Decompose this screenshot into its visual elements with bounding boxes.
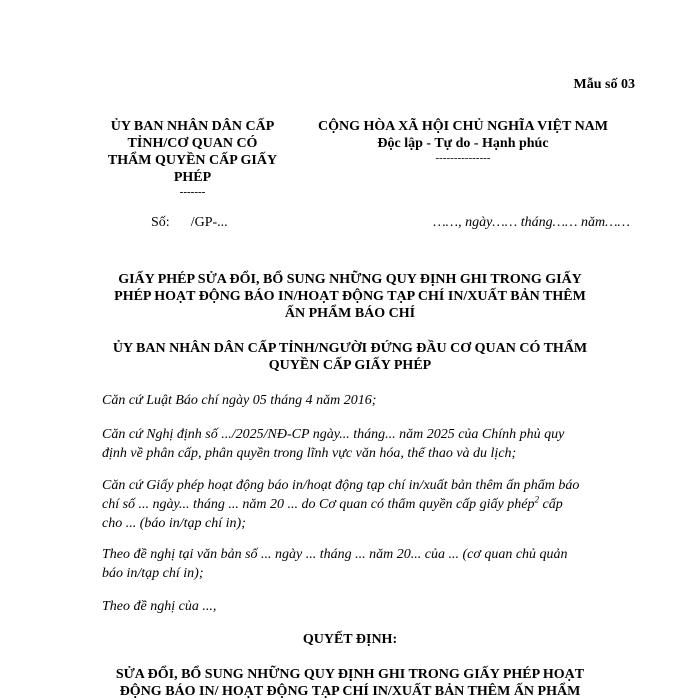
agency-line: TỈNH/CƠ QUAN CÓ bbox=[127, 136, 258, 151]
title-line: ẤN PHẨM BÁO CHÍ bbox=[284, 306, 416, 321]
decision-subheading bbox=[70, 666, 630, 700]
decision-line: SỬA ĐỔI, BỔ SUNG NHỮNG QUY ĐỊNH GHI TRONG GIẤY PHÉP HOẠT bbox=[115, 667, 585, 682]
issuing-agency bbox=[95, 118, 290, 198]
title-line: GIẤY PHÉP SỬA ĐỔI, BỔ SUNG NHỮNG QUY ĐỊNH GHI TRONG GIẤY bbox=[118, 272, 582, 287]
paragraph-line: báo in/tạp chí in); bbox=[102, 566, 204, 581]
paragraph-line: định về phân cấp, phân quyền trong lĩnh vực văn hóa, thể thao và du lịch; bbox=[102, 446, 517, 461]
issuer-heading bbox=[70, 340, 630, 374]
form-number: Mẫu số 03 bbox=[573, 77, 635, 92]
agency-line: PHÉP bbox=[173, 170, 212, 185]
legal-basis-paragraph bbox=[102, 391, 632, 410]
paragraph-line: Theo đề nghị của ..., bbox=[102, 599, 217, 614]
title-line: PHÉP HOẠT ĐỘNG BÁO IN/HOẠT ĐỘNG TẠP CHÍ IN/XUẤT BẢN THÊM bbox=[114, 289, 586, 304]
issuer-line: ỦY BAN NHÂN DÂN CẤP TỈNH/NGƯỜI ĐỨNG ĐẦU CƠ QUAN CÓ THẨM bbox=[112, 341, 588, 356]
national-header bbox=[298, 118, 628, 164]
issuer-line: QUYỀN CẤP GIẤY PHÉP bbox=[268, 358, 432, 373]
paragraph-text: chí số ... ngày... tháng ... năm 20 ... do Cơ quan có thẩm quyền cấp giấy phép bbox=[102, 497, 535, 512]
national-motto: Độc lập - Tự do - Hạnh phúc bbox=[377, 136, 549, 151]
document-number bbox=[151, 214, 228, 231]
paragraph-line: Căn cứ Luật Báo chí ngày 05 tháng 4 năm 2016; bbox=[102, 393, 377, 408]
agency-line: THẨM QUYỀN CẤP GIẤY bbox=[107, 153, 278, 168]
country-name: CỘNG HÒA XÃ HỘI CHỦ NGHĨA VIỆT NAM bbox=[317, 119, 608, 134]
paragraph-line: Căn cứ Giấy phép hoạt động báo in/hoạt động tạp chí in/xuất bản thêm ấn phẩm báo bbox=[102, 478, 580, 493]
number-label: Số: bbox=[151, 215, 170, 230]
decision-heading: QUYẾT ĐỊNH: bbox=[302, 632, 398, 647]
footnote-marker: 2 bbox=[534, 494, 539, 505]
number-value: /GP-... bbox=[190, 215, 228, 230]
proposal-paragraph bbox=[102, 545, 632, 583]
paragraph-line bbox=[102, 495, 632, 514]
document-title bbox=[70, 271, 630, 322]
place-date-line: ……, ngày…… tháng…… năm…… bbox=[433, 215, 630, 230]
agency-line: ỦY BAN NHÂN DÂN CẤP bbox=[110, 119, 275, 134]
proposal-paragraph bbox=[102, 597, 632, 616]
paragraph-text: cấp bbox=[538, 497, 563, 512]
legal-basis-paragraph bbox=[102, 425, 632, 463]
paragraph-line: Theo đề nghị tại văn bản số ... ngày ... tháng ... năm 20... của ... (cơ quan chủ quản bbox=[102, 547, 568, 562]
decision-line: ĐỘNG BÁO IN/ HOẠT ĐỘNG TẠP CHÍ IN/XUẤT BẢN THÊM ẤN PHẨM bbox=[119, 684, 581, 699]
paragraph-line: Căn cứ Nghị định số .../2025/NĐ-CP ngày... tháng... năm 2025 của Chính phủ quy bbox=[102, 427, 565, 442]
paragraph-line: cho ... (báo in/tạp chí in); bbox=[102, 516, 246, 531]
legal-basis-paragraph bbox=[102, 476, 632, 533]
motto-divider: --------------- bbox=[435, 152, 491, 164]
agency-divider: ------- bbox=[179, 186, 206, 198]
